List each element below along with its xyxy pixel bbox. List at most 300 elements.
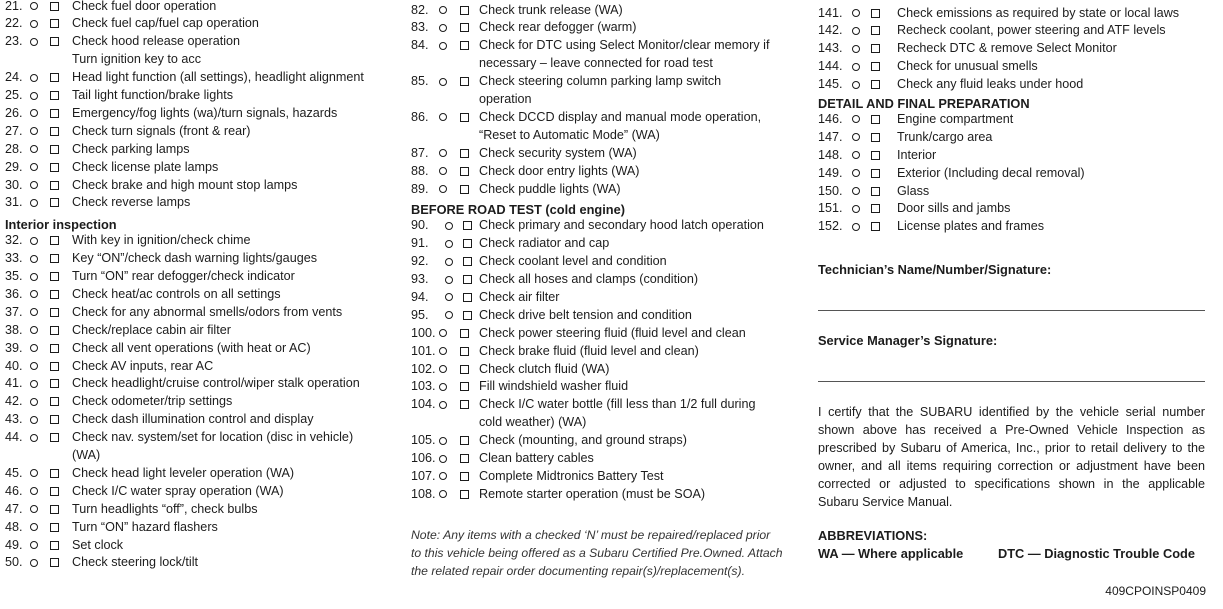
item-number: 104. bbox=[411, 397, 436, 412]
square-checkbox[interactable] bbox=[50, 73, 59, 82]
square-checkbox[interactable] bbox=[460, 329, 469, 338]
square-checkbox[interactable] bbox=[460, 41, 469, 50]
pass-circle-checkbox[interactable] bbox=[445, 293, 453, 301]
checklist-item bbox=[411, 73, 806, 91]
item-text: Head light function (all settings), headlight alignment bbox=[72, 70, 364, 85]
item-text: Set clock bbox=[72, 537, 124, 552]
item-number: 45. bbox=[5, 465, 23, 480]
item-text: Check steering lock/tilt bbox=[72, 555, 198, 570]
square-checkbox[interactable] bbox=[871, 133, 880, 142]
square-checkbox[interactable] bbox=[50, 469, 59, 478]
square-checkbox[interactable] bbox=[460, 347, 469, 356]
checklist-item bbox=[5, 159, 400, 177]
square-checkbox[interactable] bbox=[50, 379, 59, 388]
item-number: 25. bbox=[5, 88, 23, 102]
square-checkbox[interactable] bbox=[50, 181, 59, 190]
manager-signature-line[interactable] bbox=[818, 381, 1205, 382]
item-number: 85. bbox=[411, 74, 429, 89]
technician-signature-line[interactable] bbox=[818, 310, 1205, 311]
checklist-item bbox=[5, 554, 400, 572]
item-text: Check steering column parking lamp switch bbox=[479, 74, 722, 89]
pass-circle-checkbox[interactable] bbox=[439, 437, 447, 445]
item-number: 39. bbox=[5, 340, 23, 355]
item-text: Check hood release operation bbox=[72, 34, 241, 49]
pass-circle-checkbox[interactable] bbox=[439, 383, 447, 391]
item-text: Check (mounting, and ground straps) bbox=[479, 433, 687, 448]
item-number: 147. bbox=[818, 129, 843, 144]
checklist-item bbox=[411, 361, 806, 379]
square-checkbox[interactable] bbox=[50, 558, 59, 567]
pass-circle-checkbox[interactable] bbox=[30, 38, 38, 46]
checklist-item bbox=[5, 15, 400, 33]
square-checkbox[interactable] bbox=[50, 505, 59, 514]
checklist-item bbox=[818, 111, 1213, 129]
item-text: Check odometer/trip settings bbox=[72, 394, 233, 409]
pass-circle-checkbox[interactable] bbox=[30, 308, 38, 316]
pass-circle-checkbox[interactable] bbox=[30, 109, 38, 117]
pass-circle-checkbox[interactable] bbox=[30, 92, 38, 100]
square-checkbox[interactable] bbox=[460, 149, 469, 158]
square-checkbox[interactable] bbox=[50, 415, 59, 424]
item-number: 91. bbox=[411, 236, 429, 251]
pass-circle-checkbox[interactable] bbox=[30, 237, 38, 245]
pass-circle-checkbox[interactable] bbox=[30, 487, 38, 495]
item-number: 150. bbox=[818, 183, 843, 198]
pass-circle-checkbox[interactable] bbox=[445, 258, 453, 266]
square-checkbox[interactable] bbox=[50, 362, 59, 371]
checklist-item bbox=[411, 307, 806, 325]
item-number: 105. bbox=[411, 433, 436, 448]
item-text: Check coolant level and condition bbox=[479, 254, 667, 269]
document-code: 409CPOINSP0409 bbox=[1105, 584, 1206, 598]
item-text: Check I/C water spray operation (WA) bbox=[72, 483, 284, 498]
abbreviation-wa: WA — Where applicable bbox=[818, 546, 964, 561]
pass-circle-checkbox[interactable] bbox=[30, 523, 38, 531]
pass-circle-checkbox[interactable] bbox=[30, 344, 38, 352]
item-number: 27. bbox=[5, 123, 23, 138]
checklist-item bbox=[5, 393, 400, 411]
pass-circle-checkbox[interactable] bbox=[30, 74, 38, 82]
item-number: 103. bbox=[411, 379, 436, 394]
square-checkbox[interactable] bbox=[50, 290, 59, 299]
square-checkbox[interactable] bbox=[871, 204, 880, 213]
item-text: Check fuel door operation bbox=[72, 0, 217, 13]
square-checkbox[interactable] bbox=[50, 163, 59, 172]
pass-circle-checkbox[interactable] bbox=[30, 199, 38, 207]
checklist-item-continuation bbox=[5, 447, 400, 465]
pass-circle-checkbox[interactable] bbox=[439, 490, 447, 498]
pass-circle-checkbox[interactable] bbox=[30, 145, 38, 153]
pass-circle-checkbox[interactable] bbox=[439, 149, 447, 157]
square-checkbox[interactable] bbox=[460, 167, 469, 176]
square-checkbox[interactable] bbox=[50, 91, 59, 100]
item-number: 146. bbox=[818, 111, 843, 126]
pass-circle-checkbox[interactable] bbox=[439, 113, 447, 121]
pass-circle-checkbox[interactable] bbox=[30, 434, 38, 442]
checklist-item bbox=[5, 268, 400, 286]
item-number: 35. bbox=[5, 269, 23, 283]
square-checkbox[interactable] bbox=[463, 221, 472, 230]
pass-circle-checkbox[interactable] bbox=[30, 273, 38, 281]
pass-circle-checkbox[interactable] bbox=[30, 505, 38, 513]
square-checkbox[interactable] bbox=[460, 472, 469, 481]
square-checkbox[interactable] bbox=[460, 113, 469, 122]
item-text: Key “ON”/check dash warning lights/gauges bbox=[72, 251, 318, 266]
item-text: Check dash illumination control and display bbox=[72, 412, 314, 427]
item-text-continued: Turn ignition key to acc bbox=[72, 52, 202, 67]
checklist-item bbox=[411, 325, 806, 343]
interior-inspection-heading: Interior inspection bbox=[5, 217, 117, 233]
item-number: 84. bbox=[411, 38, 429, 53]
pass-circle-checkbox[interactable] bbox=[445, 222, 453, 230]
item-number: 42. bbox=[5, 394, 23, 409]
checklist-item bbox=[5, 483, 400, 501]
square-checkbox[interactable] bbox=[871, 9, 880, 18]
square-checkbox[interactable] bbox=[50, 541, 59, 550]
square-checkbox[interactable] bbox=[463, 293, 472, 302]
pass-circle-checkbox[interactable] bbox=[439, 455, 447, 463]
item-number: 100. bbox=[411, 325, 436, 340]
square-checkbox[interactable] bbox=[50, 397, 59, 406]
manager-signature-label: Service Manager’s Signature: bbox=[818, 333, 998, 348]
square-checkbox[interactable] bbox=[460, 365, 469, 374]
pass-circle-checkbox[interactable] bbox=[30, 398, 38, 406]
item-number: 144. bbox=[818, 59, 843, 74]
item-text: Engine compartment bbox=[897, 111, 1014, 126]
checklist-item bbox=[5, 177, 400, 195]
item-number: 102. bbox=[411, 361, 436, 376]
checklist-item bbox=[5, 537, 400, 555]
square-checkbox[interactable] bbox=[871, 26, 880, 35]
square-checkbox[interactable] bbox=[463, 239, 472, 248]
item-text: Check for any abnormal smells/odors from vents bbox=[72, 304, 343, 319]
item-number: 141. bbox=[818, 5, 843, 20]
item-text: Check turn signals (front & rear) bbox=[72, 123, 251, 138]
item-text: Check I/C water bottle (fill less than 1/2 full during bbox=[479, 397, 756, 412]
checklist-item bbox=[411, 271, 806, 289]
square-checkbox[interactable] bbox=[871, 169, 880, 178]
pass-circle-checkbox[interactable] bbox=[439, 167, 447, 175]
checklist-item bbox=[5, 411, 400, 429]
square-checkbox[interactable] bbox=[50, 37, 59, 46]
item-number: 32. bbox=[5, 233, 23, 248]
pass-circle-checkbox[interactable] bbox=[30, 20, 38, 28]
checklist-item bbox=[5, 304, 400, 322]
square-checkbox[interactable] bbox=[50, 487, 59, 496]
item-number: 38. bbox=[5, 322, 23, 337]
item-text: Check all vent operations (with heat or AC) bbox=[72, 340, 311, 355]
checklist-item bbox=[411, 378, 806, 396]
pass-circle-checkbox[interactable] bbox=[30, 127, 38, 135]
checklist-item bbox=[411, 289, 806, 307]
square-checkbox[interactable] bbox=[460, 6, 469, 15]
technician-signature-label: Technician’s Name/Number/Signature: bbox=[818, 262, 1052, 277]
pass-circle-checkbox[interactable] bbox=[30, 469, 38, 477]
item-number: 43. bbox=[5, 412, 23, 427]
checklist-item bbox=[818, 200, 1213, 218]
checklist-item bbox=[5, 87, 400, 105]
item-text: Check fuel cap/fuel cap operation bbox=[72, 16, 259, 31]
item-text: Check nav. system/set for location (disc in vehicle) bbox=[72, 430, 354, 445]
item-number: 143. bbox=[818, 41, 843, 56]
item-number: 48. bbox=[5, 519, 23, 534]
checklist-item bbox=[818, 165, 1213, 183]
checklist-item bbox=[5, 33, 400, 51]
item-number: 92. bbox=[411, 254, 429, 269]
checklist-item-continuation bbox=[5, 51, 400, 69]
pass-circle-checkbox[interactable] bbox=[852, 63, 860, 71]
item-number: 89. bbox=[411, 181, 429, 196]
pass-circle-checkbox[interactable] bbox=[439, 78, 447, 86]
pass-circle-checkbox[interactable] bbox=[439, 329, 447, 337]
square-checkbox[interactable] bbox=[50, 109, 59, 118]
square-checkbox[interactable] bbox=[460, 454, 469, 463]
pass-circle-checkbox[interactable] bbox=[439, 185, 447, 193]
checklist-item bbox=[5, 250, 400, 268]
square-checkbox[interactable] bbox=[50, 344, 59, 353]
pass-circle-checkbox[interactable] bbox=[439, 6, 447, 14]
pass-circle-checkbox[interactable] bbox=[445, 276, 453, 284]
item-number: 87. bbox=[411, 145, 429, 160]
pass-circle-checkbox[interactable] bbox=[852, 169, 860, 177]
square-checkbox[interactable] bbox=[50, 433, 59, 442]
square-checkbox[interactable] bbox=[463, 311, 472, 320]
note-block bbox=[411, 526, 782, 580]
item-number: 44. bbox=[5, 430, 23, 445]
item-number: 37. bbox=[5, 304, 23, 319]
pass-circle-checkbox[interactable] bbox=[439, 347, 447, 355]
item-number: 148. bbox=[818, 147, 843, 162]
item-text: Check drive belt tension and condition bbox=[479, 307, 692, 322]
pass-circle-checkbox[interactable] bbox=[439, 24, 447, 32]
checklist-item bbox=[5, 358, 400, 376]
item-number: 21. bbox=[5, 0, 23, 13]
pass-circle-checkbox[interactable] bbox=[445, 240, 453, 248]
pass-circle-checkbox[interactable] bbox=[852, 133, 860, 141]
square-checkbox[interactable] bbox=[460, 185, 469, 194]
pass-circle-checkbox[interactable] bbox=[439, 401, 447, 409]
checklist-item bbox=[818, 58, 1213, 76]
item-number: 49. bbox=[5, 537, 23, 552]
square-checkbox[interactable] bbox=[460, 382, 469, 391]
checklist-item bbox=[411, 37, 806, 55]
checklist-item bbox=[818, 129, 1213, 147]
item-text: Check headlight/cruise control/wiper stalk operation bbox=[72, 376, 360, 391]
item-text: Check all hoses and clamps (condition) bbox=[479, 272, 699, 286]
item-text: Turn “ON” hazard flashers bbox=[72, 519, 218, 534]
item-text: Check/replace cabin air filter bbox=[72, 322, 231, 337]
checklist-item bbox=[411, 2, 806, 20]
square-checkbox[interactable] bbox=[50, 326, 59, 335]
item-text: Clean battery cables bbox=[479, 451, 594, 465]
square-checkbox[interactable] bbox=[463, 257, 472, 266]
square-checkbox[interactable] bbox=[50, 198, 59, 207]
certification-statement: I certify that the SUBARU identified by the vehicle serial number shown above has received a Pre-Owned Vehicle Inspection as prescribed by Subaru of America, Inc., prior to retail delivery to the owner, and all items requiring correction or adjustment have been corrected or adjusted to specifications shown in the applicable Subaru Service Manual. bbox=[818, 405, 1205, 509]
square-checkbox[interactable] bbox=[50, 2, 59, 11]
item-number: 22. bbox=[5, 16, 23, 31]
checklist-item bbox=[818, 183, 1213, 201]
note-line: the related repair order documenting repair(s)/replacement(s). bbox=[411, 564, 745, 578]
checklist-item bbox=[411, 396, 806, 414]
square-checkbox[interactable] bbox=[871, 62, 880, 71]
pass-circle-checkbox[interactable] bbox=[439, 365, 447, 373]
pass-circle-checkbox[interactable] bbox=[30, 559, 38, 567]
item-number: 95. bbox=[411, 307, 429, 322]
item-number: 86. bbox=[411, 109, 429, 124]
pass-circle-checkbox[interactable] bbox=[30, 541, 38, 549]
pass-circle-checkbox[interactable] bbox=[30, 362, 38, 370]
checklist-item bbox=[411, 181, 806, 199]
checklist-item-continuation bbox=[411, 91, 806, 109]
square-checkbox[interactable] bbox=[50, 145, 59, 154]
checklist-item bbox=[5, 429, 400, 447]
checklist-item bbox=[411, 163, 806, 181]
checklist-item bbox=[818, 5, 1213, 23]
square-checkbox[interactable] bbox=[460, 77, 469, 86]
pass-circle-checkbox[interactable] bbox=[852, 81, 860, 89]
item-number: 30. bbox=[5, 177, 23, 192]
item-number: 28. bbox=[5, 141, 23, 156]
square-checkbox[interactable] bbox=[460, 436, 469, 445]
abbreviations-heading: ABBREVIATIONS: bbox=[818, 528, 928, 543]
pass-circle-checkbox[interactable] bbox=[30, 181, 38, 189]
square-checkbox[interactable] bbox=[871, 115, 880, 124]
pass-circle-checkbox[interactable] bbox=[439, 472, 447, 480]
item-number: 82. bbox=[411, 2, 429, 17]
item-text: Check trunk release (WA) bbox=[479, 2, 623, 17]
item-text: Check DCCD display and manual mode operation, bbox=[479, 109, 762, 124]
item-text-continued: (WA) bbox=[72, 448, 101, 462]
pass-circle-checkbox[interactable] bbox=[852, 9, 860, 17]
checklist-item bbox=[818, 218, 1213, 236]
item-number: 46. bbox=[5, 483, 23, 498]
item-text-continued: necessary – leave connected for road test bbox=[479, 56, 713, 71]
pass-circle-checkbox[interactable] bbox=[852, 205, 860, 213]
pass-circle-checkbox[interactable] bbox=[852, 151, 860, 159]
pass-circle-checkbox[interactable] bbox=[30, 380, 38, 388]
pass-circle-checkbox[interactable] bbox=[852, 187, 860, 195]
item-text: Complete Midtronics Battery Test bbox=[479, 468, 664, 483]
item-number: 108. bbox=[411, 486, 436, 501]
detail-final-preparation-heading: DETAIL AND FINAL PREPARATION bbox=[818, 96, 1030, 111]
pass-circle-checkbox[interactable] bbox=[852, 27, 860, 35]
pass-circle-checkbox[interactable] bbox=[439, 42, 447, 50]
square-checkbox[interactable] bbox=[50, 254, 59, 263]
item-text-continued: cold weather) (WA) bbox=[479, 415, 587, 430]
item-text-continued: operation bbox=[479, 92, 532, 106]
pass-circle-checkbox[interactable] bbox=[852, 115, 860, 123]
item-text: Check parking lamps bbox=[72, 141, 190, 156]
square-checkbox[interactable] bbox=[871, 187, 880, 196]
item-text: Check radiator and cap bbox=[479, 236, 610, 251]
pass-circle-checkbox[interactable] bbox=[30, 255, 38, 263]
pass-circle-checkbox[interactable] bbox=[30, 290, 38, 298]
item-text: Check puddle lights (WA) bbox=[479, 181, 621, 196]
item-number: 50. bbox=[5, 555, 23, 570]
checklist-item bbox=[818, 147, 1213, 165]
square-checkbox[interactable] bbox=[460, 490, 469, 499]
item-number: 152. bbox=[818, 219, 843, 234]
checklist-item bbox=[411, 432, 806, 450]
square-checkbox[interactable] bbox=[871, 80, 880, 89]
pass-circle-checkbox[interactable] bbox=[445, 311, 453, 319]
square-checkbox[interactable] bbox=[871, 151, 880, 160]
item-text: Tail light function/brake lights bbox=[72, 88, 234, 102]
checklist-item bbox=[411, 217, 806, 235]
checklist-item bbox=[5, 232, 400, 250]
pass-circle-checkbox[interactable] bbox=[852, 45, 860, 53]
checklist-item bbox=[5, 501, 400, 519]
square-checkbox[interactable] bbox=[460, 23, 469, 32]
item-number: 24. bbox=[5, 70, 23, 85]
checklist-item bbox=[411, 343, 806, 361]
square-checkbox[interactable] bbox=[463, 275, 472, 284]
item-number: 41. bbox=[5, 376, 23, 391]
square-checkbox[interactable] bbox=[50, 236, 59, 245]
item-text: Check air filter bbox=[479, 289, 560, 304]
item-text: With key in ignition/check chime bbox=[72, 233, 251, 248]
square-checkbox[interactable] bbox=[460, 400, 469, 409]
square-checkbox[interactable] bbox=[50, 308, 59, 317]
item-text: Check heat/ac controls on all settings bbox=[72, 286, 281, 301]
item-number: 23. bbox=[5, 34, 23, 49]
pass-circle-checkbox[interactable] bbox=[30, 326, 38, 334]
item-text: Exterior (Including decal removal) bbox=[897, 165, 1085, 180]
item-text: Glass bbox=[897, 183, 930, 198]
item-number: 29. bbox=[5, 159, 23, 174]
item-text: Check power steering fluid (fluid level and clean bbox=[479, 325, 746, 340]
pass-circle-checkbox[interactable] bbox=[30, 2, 38, 10]
checklist-item bbox=[5, 465, 400, 483]
item-number: 88. bbox=[411, 163, 429, 178]
checklist-item bbox=[818, 22, 1213, 40]
item-number: 36. bbox=[5, 286, 23, 301]
item-number: 33. bbox=[5, 251, 23, 266]
checklist-item bbox=[5, 286, 400, 304]
item-text: Interior bbox=[897, 147, 937, 162]
pass-circle-checkbox[interactable] bbox=[30, 163, 38, 171]
square-checkbox[interactable] bbox=[871, 44, 880, 53]
item-text: Check for unusual smells bbox=[897, 59, 1038, 74]
item-number: 149. bbox=[818, 165, 843, 180]
checklist-item bbox=[411, 19, 806, 37]
item-text: Check rear defogger (warm) bbox=[479, 20, 637, 35]
pass-circle-checkbox[interactable] bbox=[852, 223, 860, 231]
checklist-item bbox=[411, 235, 806, 253]
item-number: 47. bbox=[5, 501, 23, 516]
item-text: Check AV inputs, rear AC bbox=[72, 358, 214, 373]
item-text: Remote starter operation (must be SOA) bbox=[479, 486, 706, 501]
square-checkbox[interactable] bbox=[871, 222, 880, 231]
square-checkbox[interactable] bbox=[50, 272, 59, 281]
checklist-item bbox=[5, 0, 400, 16]
item-number: 142. bbox=[818, 23, 843, 38]
item-text: Check clutch fluid (WA) bbox=[479, 361, 610, 376]
square-checkbox[interactable] bbox=[50, 127, 59, 136]
item-text: Trunk/cargo area bbox=[897, 129, 993, 144]
square-checkbox[interactable] bbox=[50, 19, 59, 28]
note-line: Note: Any items with a checked ‘N’ must be repaired/replaced prior bbox=[411, 528, 771, 542]
item-text: Check security system (WA) bbox=[479, 145, 637, 160]
item-number: 151. bbox=[818, 201, 843, 216]
square-checkbox[interactable] bbox=[50, 523, 59, 532]
pass-circle-checkbox[interactable] bbox=[30, 416, 38, 424]
checklist-item bbox=[818, 76, 1213, 94]
item-number: 94. bbox=[411, 289, 429, 304]
checklist-item bbox=[411, 486, 806, 504]
checklist-item bbox=[411, 145, 806, 163]
item-number: 40. bbox=[5, 358, 23, 373]
